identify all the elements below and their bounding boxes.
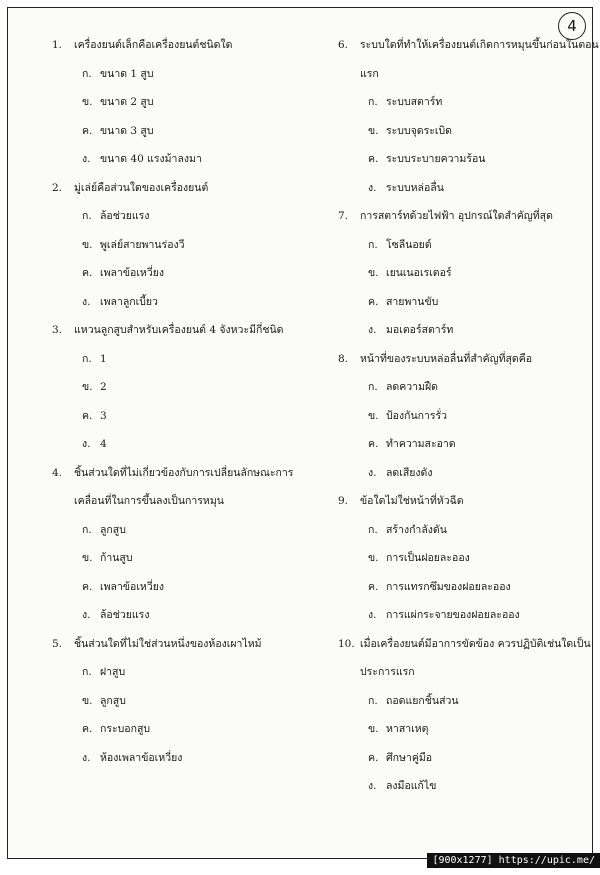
question-text: ระบบใดที่ทำให้เครื่องยนต์เกิดการหมุนขึ้นก่อนในตอน <box>360 39 599 51</box>
option-letter: ก. <box>82 67 100 81</box>
option-letter: ก. <box>368 380 386 394</box>
option-letter: ก. <box>82 665 100 679</box>
option-text: ป้องกันการรั่ว <box>386 410 447 422</box>
answer-option <box>82 238 185 252</box>
option-letter: ค. <box>368 295 386 309</box>
answer-option <box>82 751 182 765</box>
question-number: 7. <box>338 209 360 223</box>
option-letter: ง. <box>368 323 386 337</box>
option-text: เพลาข้อเหวี่ยง <box>100 267 164 279</box>
option-text: ก้านสูบ <box>100 552 133 564</box>
option-letter: ข. <box>82 95 100 109</box>
option-text: มอเตอร์สตาร์ท <box>386 324 453 336</box>
question-text: เมื่อเครื่องยนต์มีอาการขัดข้อง ควรปฏิบัติเช่นใดเป็น <box>360 638 591 650</box>
answer-option <box>368 523 447 537</box>
answer-option <box>82 124 154 138</box>
option-text: สร้างกำลังดัน <box>386 524 447 536</box>
option-letter: ง. <box>82 152 100 166</box>
answer-option <box>82 580 164 594</box>
answer-option <box>82 608 149 622</box>
option-letter: ก. <box>82 209 100 223</box>
option-text: ขนาด 1 สูบ <box>100 68 154 80</box>
option-text: ระบบจุดระเบิด <box>386 125 452 137</box>
answer-option <box>368 295 438 309</box>
option-letter: ค. <box>82 266 100 280</box>
option-text: ห้องเพลาข้อเหวี่ยง <box>100 752 182 764</box>
option-letter: ค. <box>368 751 386 765</box>
option-text: ระบบระบายความร้อน <box>386 153 485 165</box>
option-text: ลดความฝืด <box>386 381 438 393</box>
option-text: ลูกสูบ <box>100 524 126 536</box>
question-text: มู่เล่ย์คือส่วนใดของเครื่องยนต์ <box>74 182 208 194</box>
question <box>338 38 599 52</box>
option-text: ระบบสตาร์ท <box>386 96 442 108</box>
answer-option <box>368 608 520 622</box>
question-number: 9. <box>338 494 360 508</box>
question-text: การสตาร์ทด้วยไฟฟ้า อุปกรณ์ใดสำคัญที่สุด <box>360 210 553 222</box>
option-letter: ข. <box>82 238 100 252</box>
question-number: 3. <box>52 323 74 337</box>
option-text: ล้อช่วยแรง <box>100 210 149 222</box>
answer-option <box>368 694 459 708</box>
question-number: 8. <box>338 352 360 366</box>
answer-option <box>82 523 126 537</box>
option-letter: ค. <box>82 124 100 138</box>
answer-option <box>82 665 125 679</box>
option-text: 1 <box>100 353 107 365</box>
answer-option <box>368 95 442 109</box>
question-number: 6. <box>338 38 360 52</box>
answer-option <box>82 437 107 451</box>
answer-option <box>368 580 511 594</box>
question-text: ชิ้นส่วนใดที่ไม่เกี่ยวข้องกับการเปลี่ยนลักษณะการ <box>74 467 293 479</box>
option-letter: ค. <box>82 409 100 423</box>
option-letter: ง. <box>368 779 386 793</box>
answer-option <box>368 124 452 138</box>
option-letter: ค. <box>368 152 386 166</box>
option-text: ลดเสียงดัง <box>386 467 432 479</box>
option-letter: ง. <box>368 608 386 622</box>
option-letter: ข. <box>82 551 100 565</box>
option-letter: ก. <box>82 523 100 537</box>
answer-option <box>82 722 150 736</box>
option-text: ถอดแยกชิ้นส่วน <box>386 695 459 707</box>
option-text: โซลีนอยด์ <box>386 239 432 251</box>
option-letter: ก. <box>368 95 386 109</box>
question <box>52 466 293 480</box>
option-letter: ข. <box>82 694 100 708</box>
answer-option <box>368 751 432 765</box>
option-letter: ง. <box>82 437 100 451</box>
option-text: ขนาด 2 สูบ <box>100 96 154 108</box>
question-text: หน้าที่ของระบบหล่อลื่นที่สำคัญที่สุดคือ <box>360 353 532 365</box>
option-letter: ข. <box>368 551 386 565</box>
answer-option <box>82 95 154 109</box>
option-text: กระบอกสูบ <box>100 723 150 735</box>
option-letter: ข. <box>82 380 100 394</box>
option-letter: ก. <box>368 694 386 708</box>
option-text: การแผ่กระจายของฝอยละออง <box>386 609 520 621</box>
exam-page <box>7 7 593 859</box>
answer-option <box>82 209 149 223</box>
option-letter: ข. <box>368 409 386 423</box>
answer-option <box>368 722 428 736</box>
option-text: สายพานขับ <box>386 296 438 308</box>
answer-option <box>82 152 202 166</box>
question-number: 2. <box>52 181 74 195</box>
option-text: 4 <box>100 438 107 450</box>
option-letter: ก. <box>368 238 386 252</box>
option-letter: ข. <box>368 266 386 280</box>
question-number: 5. <box>52 637 74 651</box>
question <box>338 352 532 366</box>
question-text-continued: แรก <box>360 67 379 81</box>
question-number: 1. <box>52 38 74 52</box>
option-text: ขนาด 3 สูบ <box>100 125 154 137</box>
question-text-continued: ประการแรก <box>360 665 415 679</box>
option-text: 3 <box>100 410 107 422</box>
answer-option <box>368 466 432 480</box>
option-letter: ง. <box>82 751 100 765</box>
question <box>52 38 232 52</box>
answer-option <box>82 551 133 565</box>
answer-option <box>368 437 456 451</box>
option-letter: ง. <box>82 295 100 309</box>
option-text: พูเล่ย์สายพานร่องวี <box>100 239 185 251</box>
answer-option <box>368 323 453 337</box>
option-letter: ข. <box>368 722 386 736</box>
answer-option <box>82 266 164 280</box>
option-letter: ง. <box>368 181 386 195</box>
option-letter: ง. <box>82 608 100 622</box>
option-text: ฝาสูบ <box>100 666 125 678</box>
option-letter: ค. <box>368 580 386 594</box>
option-letter: ก. <box>82 352 100 366</box>
option-text: เยนเนอเรเตอร์ <box>386 267 452 279</box>
option-letter: ค. <box>82 580 100 594</box>
option-text: ระบบหล่อลื่น <box>386 182 444 194</box>
question-text: เครื่องยนต์เล็กคือเครื่องยนต์ชนิดใด <box>74 39 232 51</box>
question-number: 10. <box>338 637 360 651</box>
option-letter: ก. <box>368 523 386 537</box>
option-letter: ค. <box>82 722 100 736</box>
option-letter: ค. <box>368 437 386 451</box>
option-text: การแทรกซึมของฝอยละออง <box>386 581 511 593</box>
question <box>338 209 553 223</box>
question <box>52 181 208 195</box>
answer-option <box>368 380 438 394</box>
option-text: ขนาด 40 แรงม้าลงมา <box>100 153 202 165</box>
answer-option <box>82 409 107 423</box>
question-text: ชิ้นส่วนใดที่ไม่ใช่ส่วนหนึ่งของห้องเผาไหม้ <box>74 638 262 650</box>
option-letter: ง. <box>368 466 386 480</box>
image-host-watermark: [900x1277] https://upic.me/ <box>427 853 600 868</box>
option-text: ลงมือแก้ไข <box>386 780 436 792</box>
answer-option <box>82 380 107 394</box>
answer-option <box>82 694 126 708</box>
option-text: 2 <box>100 381 107 393</box>
option-text: การเป็นฝอยละออง <box>386 552 470 564</box>
question <box>52 323 284 337</box>
answer-option <box>368 409 447 423</box>
question <box>338 494 464 508</box>
page-number-mark: 4 <box>558 12 586 40</box>
question <box>52 637 262 651</box>
answer-option <box>368 779 436 793</box>
answer-option <box>368 152 485 166</box>
option-text: ล้อช่วยแรง <box>100 609 149 621</box>
question-number: 4. <box>52 466 74 480</box>
option-text: เพลาลูกเบี้ยว <box>100 296 158 308</box>
option-text: ลูกสูบ <box>100 695 126 707</box>
option-letter: ข. <box>368 124 386 138</box>
answer-option <box>82 67 154 81</box>
question-text: แหวนลูกสูบสำหรับเครื่องยนต์ 4 จังหวะมีกี่ชนิด <box>74 324 284 336</box>
answer-option <box>368 181 444 195</box>
option-text: เพลาข้อเหวี่ยง <box>100 581 164 593</box>
question-text: ข้อใดไม่ใช่หน้าที่หัวฉีด <box>360 495 464 507</box>
answer-option <box>368 551 470 565</box>
option-text: ศึกษาคู่มือ <box>386 752 432 764</box>
question <box>338 637 591 651</box>
answer-option <box>82 295 158 309</box>
question-text-continued: เคลื่อนที่ในการขึ้นลงเป็นการหมุน <box>74 494 224 508</box>
answer-option <box>368 266 452 280</box>
option-text: ทำความสะอาด <box>386 438 456 450</box>
answer-option <box>368 238 432 252</box>
option-text: หาสาเหตุ <box>386 723 428 735</box>
answer-option <box>82 352 107 366</box>
